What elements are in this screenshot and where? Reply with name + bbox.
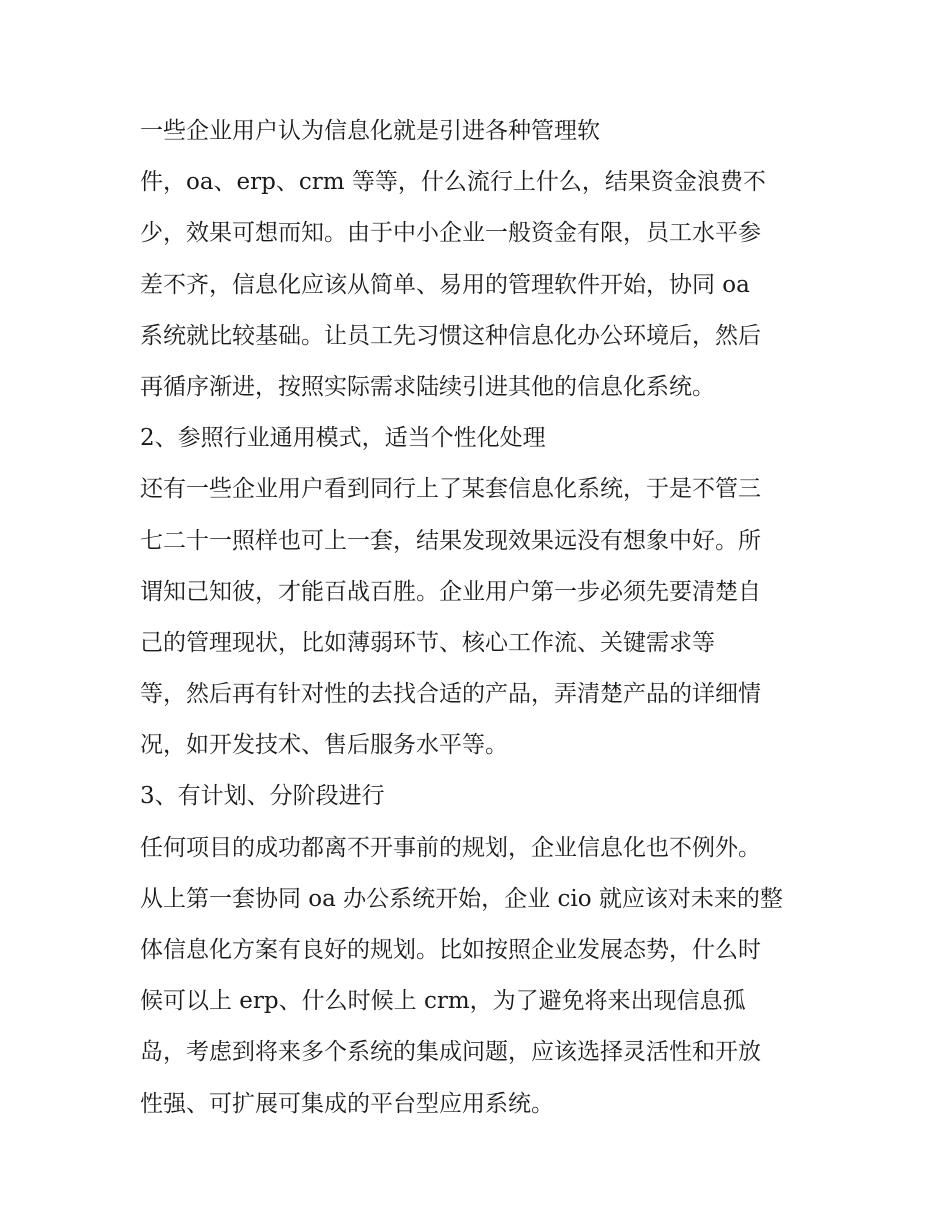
text-line: 况，如开发技术、售后服务水平等。 <box>140 732 508 759</box>
section-heading: 2、参照行业通用模式，适当个性化处理 <box>140 425 546 452</box>
text-line: 从上第一套协同 oa 办公系统开始，企业 cio 就应该对未来的整 <box>140 885 783 912</box>
text-line: 性强、可扩展可集成的平台型应用系统。 <box>140 1090 554 1117</box>
text-line: 体信息化方案有良好的规划。比如按照企业发展态势，什么时 <box>140 937 761 963</box>
text-line: 岛，考虑到将来多个系统的集成问题，应该选择灵活性和开放 <box>140 1039 761 1066</box>
text-line: 候可以上 erp、什么时候上 crm，为了避免将来出现信息孤 <box>140 988 746 1015</box>
text-line: 一些企业用户认为信息化就是引进各种管理软 <box>140 118 600 144</box>
text-line: 再循序渐进，按照实际需求陆续引进其他的信息化系统。 <box>140 373 715 400</box>
text-line: 还有一些企业用户看到同行上了某套信息化系统，于是不管三 <box>140 476 761 503</box>
text-line: 任何项目的成功都离不开事前的规划，企业信息化也不例外。 <box>140 834 761 861</box>
text-line: 件，oa、erp、crm 等等，什么流行上什么，结果资金浪费不 <box>140 169 766 196</box>
body-text <box>140 106 820 1130</box>
text-line: 谓知己知彼，才能百战百胜。企业用户第一步必须先要清楚自 <box>140 578 761 605</box>
text-line: 己的管理现状，比如薄弱环节、核心工作流、关键需求等 <box>140 629 715 656</box>
text-line: 少，效果可想而知。由于中小企业一般资金有限，员工水平参 <box>140 220 761 247</box>
text-line: 差不齐，信息化应该从简单、易用的管理软件开始，协同 oa <box>140 271 750 298</box>
text-line: 七二十一照样也可上一套，结果发现效果远没有想象中好。所 <box>140 527 761 554</box>
section-heading: 3、有计划、分阶段进行 <box>140 783 385 810</box>
text-line: 系统就比较基础。让员工先习惯这种信息化办公环境后，然后 <box>140 322 761 349</box>
text-line: 等，然后再有针对性的去找合适的产品，弄清楚产品的详细情 <box>140 681 761 708</box>
